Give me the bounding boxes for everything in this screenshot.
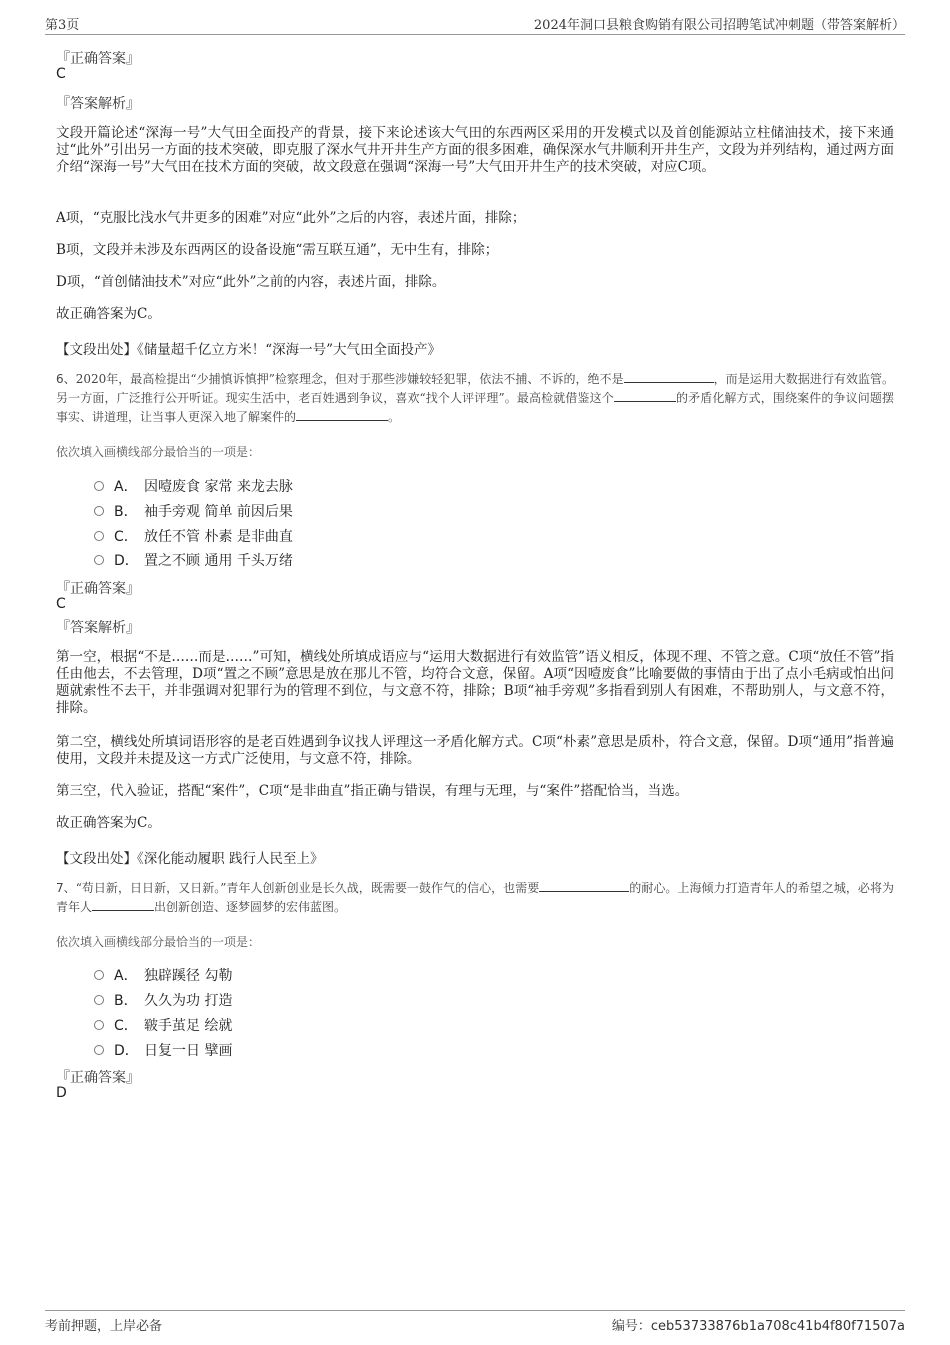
radio-icon[interactable]: [94, 531, 104, 541]
q5-source: 【文段出处】《储量超千亿立方米！“深海一号”大气田全面投产》: [56, 342, 442, 358]
q5-analysis-heading: 『答案解析』: [56, 96, 140, 112]
q6-option-b[interactable]: B． 袖手旁观 简单 前因后果: [94, 501, 293, 521]
answer-blank: [614, 389, 676, 402]
answer-blank: [296, 408, 388, 421]
q6-analysis-paragraph: 第三空，代入验证，搭配“案件”，C项“是非曲直”指正确与错误，有理与无理，与“案件”搭配恰当，当选。: [56, 783, 689, 799]
q5-analysis-paragraph: B项，文段并未涉及东西两区的设备设施“需互联互通”，无中生有，排除；: [56, 242, 499, 258]
q6-analysis-paragraph: 故正确答案为C。: [56, 815, 161, 831]
q7-instruction: 依次填入画横线部分最恰当的一项是：: [56, 935, 261, 949]
q7-answer: D: [56, 1085, 67, 1101]
q7-option-a[interactable]: A． 独辟蹊径 勾勒: [94, 965, 232, 985]
q6-instruction: 依次填入画横线部分最恰当的一项是：: [56, 445, 261, 459]
q7-question-text: 7、“苟日新，日日新，又日新。”青年人创新创业是长久战，既需要一鼓作气的信心，也需要 的耐心。上海倾力打造青年人的希望之城，必将为青年人 出创新创造、逐梦圆梦的宏伟蓝图。: [56, 881, 894, 914]
radio-icon[interactable]: [94, 481, 104, 491]
page-number: 第3页: [45, 18, 80, 33]
document-code: 编号：ceb53733876b1a708c41b4f80f71507a: [611, 1319, 905, 1334]
q6-option-c[interactable]: C． 放任不管 朴素 是非曲直: [94, 526, 293, 546]
q5-answer: C: [56, 66, 66, 82]
q5-answer-heading: 『正确答案』: [56, 51, 140, 67]
q5-analysis-paragraph: 故正确答案为C。: [56, 306, 161, 322]
document-title: 2024年洞口县粮食购销有限公司招聘笔试冲刺题（带答案解析）: [533, 18, 905, 33]
answer-blank: [539, 879, 629, 892]
q6-analysis-heading: 『答案解析』: [56, 620, 140, 636]
q6-question-text: 6、2020年，最高检提出“少捕慎诉慎押”检察理念，但对于那些涉嫌较轻犯罪，依法不捕、不诉的，绝不是 ，而是运用大数据进行有效监管。另一方面，广泛推行公开听证。现实生活中，老百姓遇到争议，喜欢“找个人评评理”。最高检就借鉴这个 的矛盾化解方式，围绕案件的争议问题摆事实、讲道理，让当事人更深入地了解案件的 。: [56, 372, 894, 424]
radio-icon[interactable]: [94, 1045, 104, 1055]
q7-option-d[interactable]: D． 日复一日 擘画: [94, 1040, 232, 1060]
radio-icon[interactable]: [94, 995, 104, 1005]
q7-option-c[interactable]: C． 皲手茧足 绘就: [94, 1015, 232, 1035]
q6-option-a[interactable]: A． 因噎废食 家常 来龙去脉: [94, 476, 293, 496]
radio-icon[interactable]: [94, 506, 104, 516]
q6-number: 6、: [56, 372, 76, 386]
page-footer: [45, 1310, 905, 1333]
q6-source: 【文段出处】《深化能动履职 践行人民至上》: [56, 851, 324, 867]
q5-analysis-paragraph: A项，“克服比浅水气井更多的困难”对应“此外”之后的内容，表述片面，排除；: [56, 210, 526, 226]
radio-icon[interactable]: [94, 970, 104, 980]
q5-analysis-paragraph: 文段开篇论述“深海一号”大气田全面投产的背景，接下来论述该大气田的东西两区采用的开发模式以及首创能源站立柱储油技术，接下来通过“此外”引出另一方面的技术突破，即克服了深水气井开井生产方面的很多困难，确保深水气井顺利开井生产，文段为并列结构，通过两方面介绍“深海一号”大气田在技术方面的突破，故文段意在强调“深海一号”大气田开井生产的技术突破，对应C项。: [56, 125, 894, 175]
q7-answer-heading: 『正确答案』: [56, 1070, 140, 1086]
answer-blank: [624, 370, 714, 383]
radio-icon[interactable]: [94, 555, 104, 565]
q6-analysis-paragraph: 第一空，根据“不是……而是……”可知，横线处所填成语应与“运用大数据进行有效监管”语义相反，体现不理、不管之意。C项“放任不管”指任由他去，不去管理，D项“置之不顾”意思是放在那儿不管，均符合文意，保留。A项“因噎废食”比喻要做的事情由于出了点小毛病或怕出问题就索性不去干，并非强调对犯罪行为的管理不到位，与文意不符，排除；B项“袖手旁观”多指看到别人有困难，不帮助别人，与文意不符，排除。: [56, 649, 894, 716]
q6-analysis-paragraph: 第二空，横线处所填词语形容的是老百姓遇到争议找人评理这一矛盾化解方式。C项“朴素”意思是质朴，符合文意，保留。D项“通用”指普遍使用，文段并未提及这一方式广泛使用，与文意不符，排除。: [56, 734, 894, 767]
page-header: [45, 14, 905, 35]
q6-answer-heading: 『正确答案』: [56, 581, 140, 597]
q7-number: 7、: [56, 881, 76, 895]
answer-blank: [92, 898, 154, 911]
q6-option-d[interactable]: D． 置之不顾 通用 千头万绪: [94, 550, 293, 570]
radio-icon[interactable]: [94, 1020, 104, 1030]
q6-answer: C: [56, 596, 66, 612]
q7-option-b[interactable]: B． 久久为功 打造: [94, 990, 232, 1010]
q5-analysis-paragraph: D项，“首创储油技术”对应“此外”之前的内容，表述片面，排除。: [56, 274, 446, 290]
footer-slogan: 考前押题，上岸必备: [45, 1319, 163, 1334]
